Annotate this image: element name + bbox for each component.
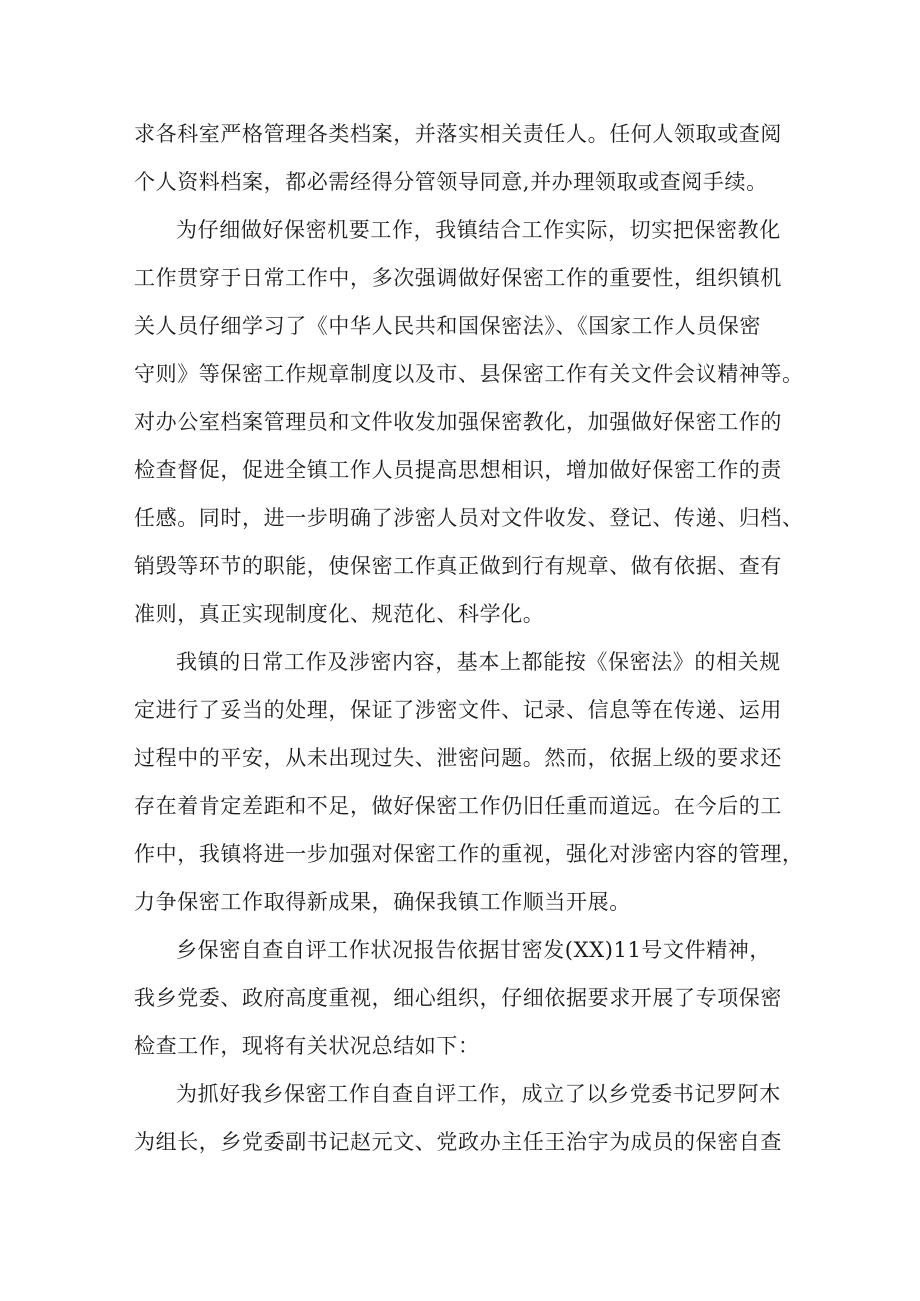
text-line: 求各科室严格管理各类档案，并落实相关责任人。任何人领取或查阅 — [134, 122, 782, 146]
text-line: 任感。同时，进一步明确了涉密人员对文件收发、登记、传递、归档、 — [134, 506, 804, 530]
text-line: 对办公室档案管理员和文件收发加强保密教化，加强做好保密工作的 — [134, 410, 782, 434]
text-line: 作中，我镇将进一步加强对保密工作的重视，强化对涉密内容的管理， — [134, 842, 804, 866]
text-line: 我乡党委、政府高度重视，细心组织，仔细依据要求开展了专项保密 — [134, 986, 782, 1010]
text-line: 力争保密工作取得新成果，确保我镇工作顺当开展。 — [134, 890, 631, 914]
text-line: 关人员仔细学习了《中华人民共和国保密法》、《国家工作人员保密 — [134, 314, 761, 338]
text-line: 检查督促，促进全镇工作人员提高思想相识，增加做好保密工作的责 — [134, 458, 782, 482]
text-line: 定进行了妥当的处理，保证了涉密文件、记录、信息等在传递、运用 — [134, 698, 782, 722]
paragraph — [134, 206, 804, 638]
document-body — [134, 110, 804, 1166]
text-line: 存在着肯定差距和不足，做好保密工作仍旧任重而道远。在今后的工 — [134, 794, 782, 818]
text-line: 我镇的日常工作及涉密内容，基本上都能按《保密法》的相关规 — [176, 650, 781, 674]
text-line: 守则》等保密工作规章制度以及市、县保密工作有关文件会议精神等。 — [134, 362, 804, 386]
text-line: 过程中的平安，从未出现过失、泄密问题。然而，依据上级的要求还 — [134, 746, 782, 770]
paragraph — [134, 638, 804, 926]
paragraph — [134, 1070, 794, 1166]
text-line: 工作贯穿于日常工作中，多次强调做好保密工作的重要性，组织镇机 — [134, 266, 782, 290]
paragraph — [134, 110, 794, 206]
paragraph — [134, 926, 794, 1070]
text-line: 乡保密自查自评工作状况报告依据甘密发(XX)11号文件精神， — [176, 938, 772, 962]
text-line: 为组长，乡党委副书记赵元文、党政办主任王治宇为成员的保密自查 — [134, 1130, 782, 1154]
text-line: 为仔细做好保密机要工作，我镇结合工作实际，切实把保密教化 — [176, 218, 781, 242]
text-line: 检查工作，现将有关状况总结如下： — [134, 1034, 480, 1058]
text-line: 准则，真正实现制度化、规范化、科学化。 — [134, 602, 545, 626]
text-line: 个人资料档案，都必需经得分管领导同意,并办理领取或查阅手续。 — [134, 170, 768, 194]
text-line: 销毁等环节的职能，使保密工作真正做到行有规章、做有依据、查有 — [134, 554, 782, 578]
text-line: 为抓好我乡保密工作自查自评工作，成立了以乡党委书记罗阿木 — [176, 1082, 781, 1106]
